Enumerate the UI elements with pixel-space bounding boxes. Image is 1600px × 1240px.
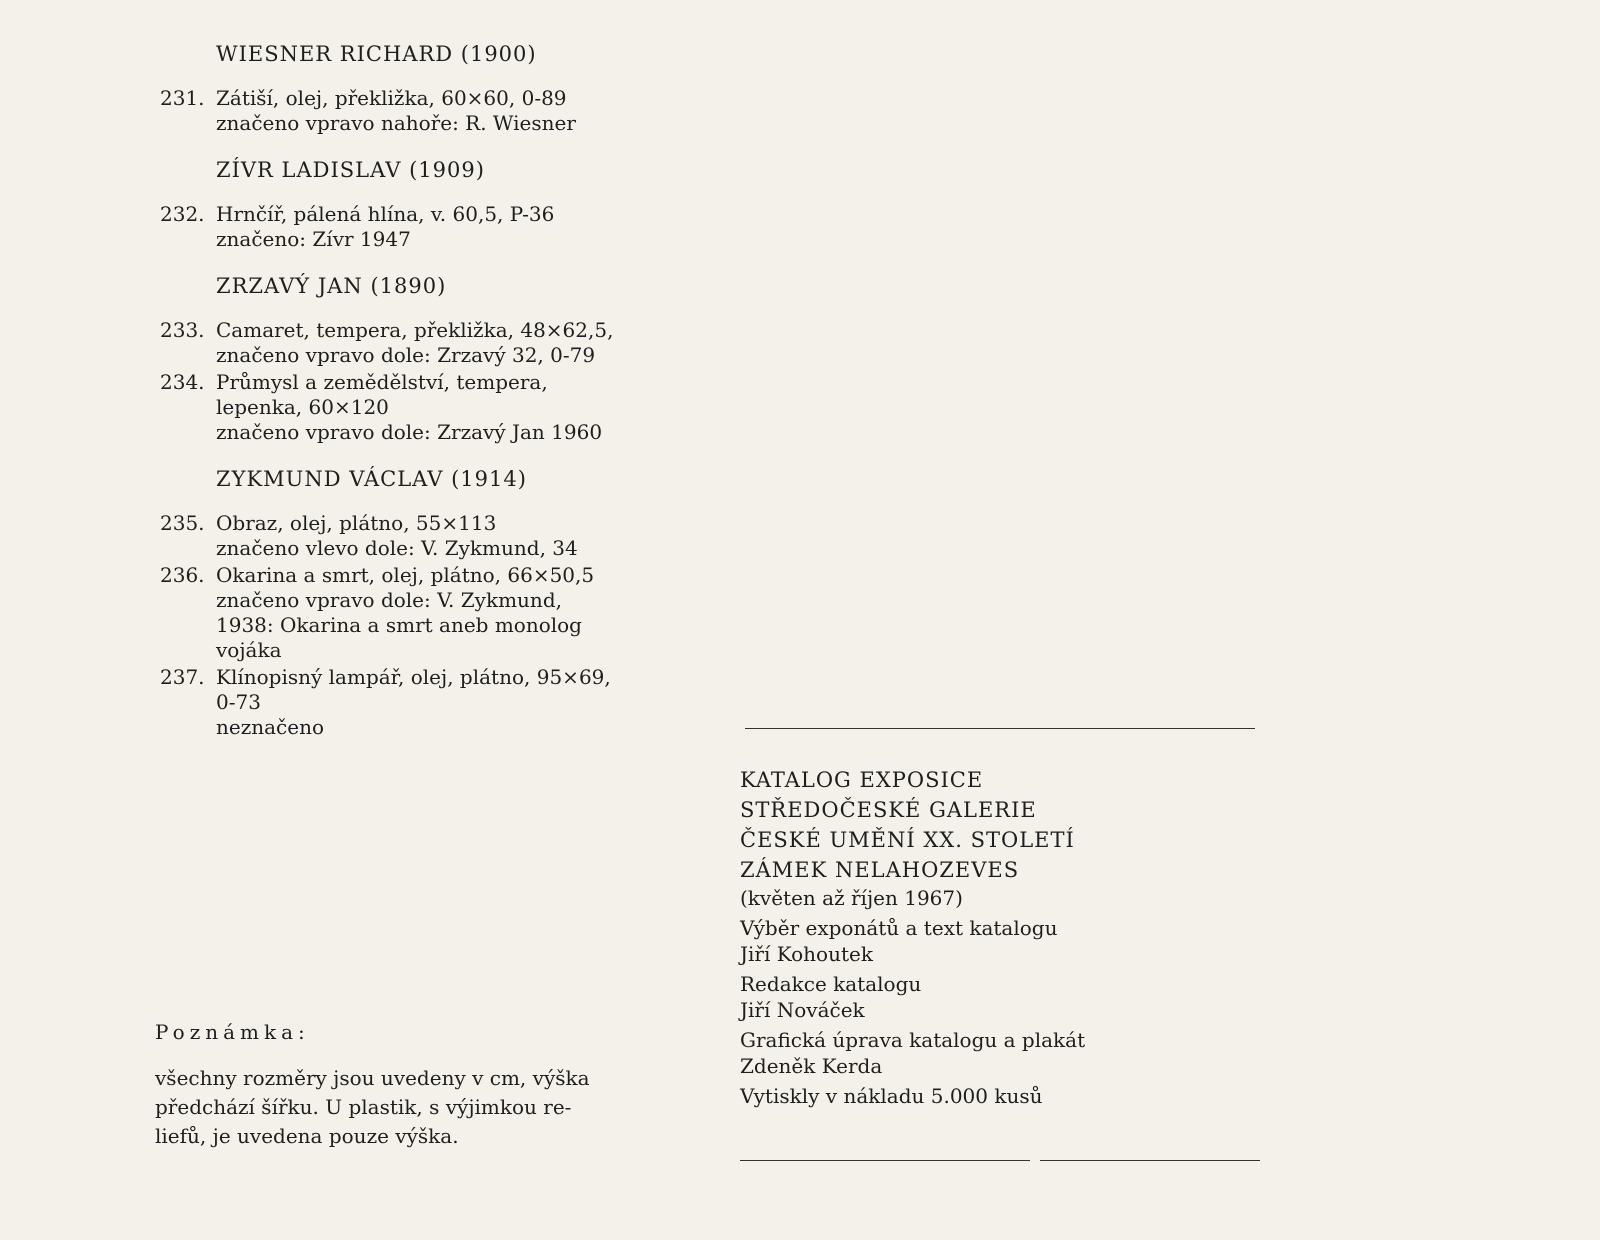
artist-group: [160, 272, 700, 445]
imprint-bottom-rule: [740, 1160, 1030, 1161]
entry-text: Klínopisný lampář, olej, plátno, 95×69, 0-73 neznačeno: [216, 665, 611, 739]
entry-number: 236.: [160, 563, 205, 587]
imprint-title-line: KATALOG EXPOSICE: [740, 768, 984, 792]
imprint-design-name: Zdeněk Kerda: [740, 1054, 883, 1078]
artwork-entry: [160, 370, 700, 445]
imprint-block: [740, 765, 1260, 1109]
entry-number: 232.: [160, 202, 205, 226]
artist-group: [160, 156, 700, 252]
imprint-selection-label: Výběr exponátů a text katalogu: [740, 916, 1058, 940]
entry-number: 234.: [160, 370, 205, 394]
imprint-design-label: Grafická úprava katalogu a plakát: [740, 1028, 1086, 1052]
note-text: všechny rozměry jsou uvedeny v cm, výška předchází šířku. U plastik, s výjimkou re- liefů, je uvedena pouze výška.: [155, 1066, 590, 1148]
imprint-top-rule: [745, 728, 1255, 729]
artist-group: [160, 465, 700, 740]
artist-heading: ZRZAVÝ JAN (1890): [216, 274, 447, 298]
note-title: Poznámka:: [155, 1020, 310, 1044]
imprint-print-run: Vytiskly v nákladu 5.000 kusů: [740, 1084, 1043, 1108]
imprint-dates: (květen až říjen 1967): [740, 886, 963, 910]
imprint-editor-label: Redakce katalogu: [740, 972, 922, 996]
note-block: [155, 1020, 675, 1151]
artist-heading: WIESNER RICHARD (1900): [216, 42, 537, 66]
imprint-editor-name: Jiří Nováček: [740, 998, 865, 1022]
entry-text: Průmysl a zemědělství, tempera, lepenka, 60×120 značeno vpravo dole: Zrzavý Jan 1960: [216, 370, 603, 444]
entry-text: Obraz, olej, plátno, 55×113 značeno vlevo dole: V. Zykmund, 34: [216, 511, 578, 560]
artwork-entry: [160, 665, 700, 740]
artwork-entry: [160, 511, 700, 561]
imprint-title-line: ZÁMEK NELAHOZEVES: [740, 858, 1020, 882]
imprint-bottom-rule: [1040, 1160, 1260, 1161]
entry-text: Camaret, tempera, překližka, 48×62,5, značeno vpravo dole: Zrzavý 32, 0-79: [216, 318, 614, 367]
entry-number: 235.: [160, 511, 205, 535]
artist-heading: ZYKMUND VÁCLAV (1914): [216, 467, 527, 491]
artwork-entry: [160, 563, 700, 663]
entry-text: Hrnčíř, pálená hlína, v. 60,5, P-36 značeno: Zívr 1947: [216, 202, 555, 251]
artwork-list: [160, 40, 700, 760]
artwork-entry: [160, 86, 700, 136]
artwork-entry: [160, 318, 700, 368]
entry-number: 237.: [160, 665, 205, 689]
imprint-title-line: ČESKÉ UMĚNÍ XX. STOLETÍ: [740, 828, 1075, 852]
artist-group: [160, 40, 700, 136]
artist-heading: ZÍVR LADISLAV (1909): [216, 158, 485, 182]
imprint-selection-name: Jiří Kohoutek: [740, 942, 873, 966]
entry-text: Zátiší, olej, překližka, 60×60, 0-89 značeno vpravo nahoře: R. Wiesner: [216, 86, 576, 135]
entry-number: 231.: [160, 86, 205, 110]
imprint-title-line: STŘEDOČESKÉ GALERIE: [740, 798, 1037, 822]
entry-number: 233.: [160, 318, 205, 342]
artwork-entry: [160, 202, 700, 252]
entry-text: Okarina a smrt, olej, plátno, 66×50,5 značeno vpravo dole: V. Zykmund, 1938: Okarina a smrt aneb monolog vojáka: [216, 563, 595, 662]
